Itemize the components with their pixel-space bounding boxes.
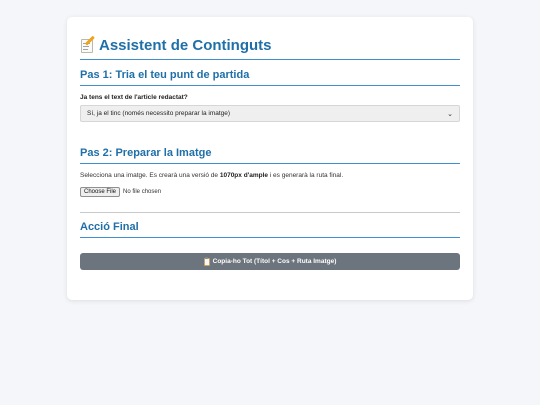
select-value: Sí, ja el tinc (només necessito preparar la imatge) bbox=[87, 110, 231, 117]
title-divider bbox=[80, 59, 460, 60]
desc-text-bold: 1070px d'ample bbox=[219, 172, 268, 179]
copy-all-label: Copia-ho Tot (Títol + Cos + Ruta Imatge) bbox=[212, 258, 337, 265]
final-divider bbox=[80, 237, 460, 238]
page-title bbox=[80, 37, 272, 54]
file-status: No file chosen bbox=[123, 189, 162, 195]
step1-divider bbox=[80, 85, 460, 86]
choose-file-button[interactable]: Choose File bbox=[80, 187, 120, 197]
memo-icon bbox=[80, 38, 95, 54]
file-input bbox=[80, 187, 161, 197]
section-separator bbox=[80, 212, 460, 213]
desc-text-end: i es generarà la ruta final. bbox=[268, 172, 344, 179]
final-heading: Acció Final bbox=[80, 221, 139, 233]
page-title-text: Assistent de Continguts bbox=[99, 37, 272, 54]
chevron-down-icon: ⌄ bbox=[447, 110, 453, 118]
clipboard-icon bbox=[204, 258, 210, 266]
starting-point-select[interactable] bbox=[80, 105, 460, 122]
copy-all-button[interactable] bbox=[80, 253, 460, 270]
article-question-label: Ja tens el text de l'article redactat? bbox=[80, 94, 188, 101]
desc-text-start: Selecciona una imatge. Es crearà una versió de bbox=[80, 172, 220, 179]
step1-heading: Pas 1: Tria el teu punt de partida bbox=[80, 69, 250, 81]
step2-divider bbox=[80, 163, 460, 164]
step2-heading: Pas 2: Preparar la Imatge bbox=[80, 147, 212, 159]
image-description bbox=[80, 172, 343, 179]
content-card bbox=[67, 17, 473, 300]
